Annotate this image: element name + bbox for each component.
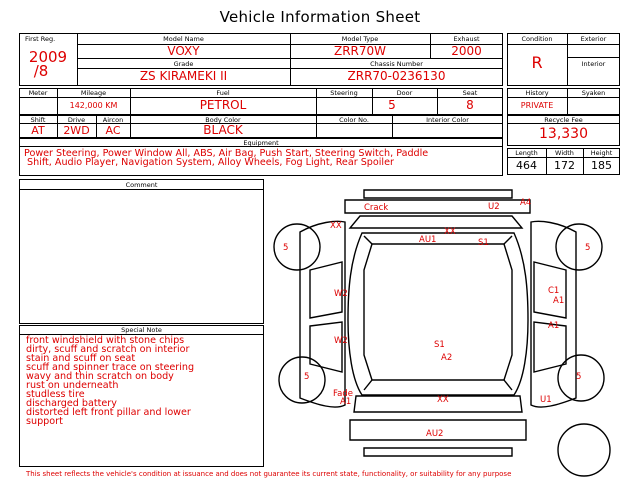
mark-a4: A4 bbox=[520, 198, 532, 208]
mark-5: 5 bbox=[283, 243, 289, 253]
height-label: Height bbox=[590, 149, 613, 157]
mark-c1: C1 bbox=[548, 286, 560, 296]
mark-5: 5 bbox=[585, 243, 591, 253]
mark-s1: S1 bbox=[434, 340, 445, 350]
body-color-value: BLACK bbox=[203, 123, 243, 137]
spare-tire bbox=[558, 424, 610, 476]
mark-au1: AU1 bbox=[419, 235, 437, 245]
mileage-label: Mileage bbox=[80, 89, 107, 97]
chassis-value: ZRR70-0236130 bbox=[347, 69, 446, 83]
mark-w2: W2 bbox=[334, 289, 348, 299]
mark-xx: XX bbox=[330, 221, 342, 231]
steering-label: Steering bbox=[330, 89, 358, 97]
height-value: 185 bbox=[591, 159, 612, 172]
length-value: 464 bbox=[516, 159, 537, 172]
door-label: Door bbox=[396, 89, 413, 97]
length-label: Length bbox=[515, 149, 538, 157]
door-value: 5 bbox=[388, 98, 396, 112]
page-title: Vehicle Information Sheet bbox=[219, 8, 421, 26]
mark-xx: XX bbox=[444, 227, 456, 237]
seat-label: Seat bbox=[462, 89, 478, 97]
model-name-value: VOXY bbox=[167, 44, 200, 58]
equipment-line-1: Power Steering, Power Window All, ABS, Air Bag, Push Start, Steering Switch, Paddle bbox=[24, 148, 429, 159]
comment-label: Comment bbox=[125, 181, 158, 189]
special-note-line: distorted left front pillar and lower bbox=[26, 407, 191, 418]
body-color-label: Body Color bbox=[205, 116, 241, 124]
mark-a1: A1 bbox=[548, 321, 560, 331]
mark-w2: W2 bbox=[334, 336, 348, 346]
mark-u2: U2 bbox=[488, 202, 500, 212]
chassis-label: Chassis Number bbox=[370, 59, 423, 68]
mark-crack: Crack bbox=[364, 203, 389, 213]
equipment-line-2: Shift, Audio Player, Navigation System, Alloy Wheels, Fog Light, Rear Spoiler bbox=[27, 157, 394, 168]
drive-value: 2WD bbox=[63, 124, 90, 137]
special-note-line: wavy and thin scratch on body bbox=[26, 371, 174, 382]
model-name-label: Model Name bbox=[163, 35, 204, 43]
first-reg-month: /8 bbox=[33, 62, 49, 80]
aircon-value: AC bbox=[105, 124, 121, 137]
mark-5: 5 bbox=[304, 372, 310, 382]
first-reg-year: 2009 bbox=[28, 48, 68, 66]
special-note-line: studless tire bbox=[26, 389, 85, 400]
special-note-line: scuff and spinner trace on steering bbox=[26, 362, 195, 373]
tire-left-rear bbox=[279, 357, 325, 403]
special-note-line: rust on underneath bbox=[26, 380, 119, 391]
exhaust-value: 2000 bbox=[451, 44, 482, 58]
width-value: 172 bbox=[554, 159, 575, 172]
mark-a2: A2 bbox=[441, 353, 453, 363]
exterior-label: Exterior bbox=[580, 35, 607, 43]
recycle-fee-value: 13,330 bbox=[539, 126, 588, 142]
equipment-label: Equipment bbox=[243, 139, 279, 147]
mark-s1: S1 bbox=[478, 238, 489, 248]
history-value: PRIVATE bbox=[520, 101, 554, 110]
mark-fade: Fade bbox=[333, 389, 353, 399]
width-label: Width bbox=[555, 149, 574, 157]
recycle-fee-label: Recycle Fee bbox=[544, 116, 583, 124]
roof bbox=[364, 244, 512, 380]
model-type-label: Model Type bbox=[341, 35, 379, 43]
windshield bbox=[350, 216, 522, 228]
special-note-line: stain and scuff on seat bbox=[26, 353, 136, 364]
mileage-value: 142,000 KM bbox=[69, 101, 118, 110]
mark-a1: A1 bbox=[340, 397, 352, 407]
right-side bbox=[531, 221, 576, 407]
disclaimer: This sheet reflects the vehicle's condition at issuance and does not guarantee its current state, functionality, or suitability for any purpose bbox=[26, 470, 512, 478]
special-note-line: discharged battery bbox=[26, 398, 117, 409]
model-type-value: ZRR70W bbox=[333, 44, 387, 58]
rear-bumper bbox=[364, 448, 512, 456]
body-outline bbox=[348, 233, 528, 395]
mark-a1: A1 bbox=[553, 296, 565, 306]
condition-label: Condition bbox=[521, 35, 553, 43]
special-note-line: support bbox=[26, 416, 63, 427]
aircon-label: Aircon bbox=[102, 116, 124, 124]
meter-label: Meter bbox=[28, 89, 48, 97]
interior-label: Interior bbox=[581, 60, 606, 68]
grade-value: ZS KIRAMEKI II bbox=[139, 69, 228, 83]
exhaust-label: Exhaust bbox=[453, 35, 480, 43]
seat-value: 8 bbox=[466, 98, 474, 112]
fuel-value: PETROL bbox=[199, 98, 247, 112]
tire-right-front bbox=[556, 224, 602, 270]
special-note-label: Special Note bbox=[121, 326, 162, 334]
syaken-label: Syaken bbox=[581, 89, 606, 97]
mark-xx: XX bbox=[437, 395, 449, 405]
special-note-line: front windshield with stone chips bbox=[26, 335, 185, 346]
drive-label: Drive bbox=[67, 116, 86, 124]
mark-5: 5 bbox=[576, 372, 582, 382]
grade-label: Grade bbox=[173, 59, 194, 68]
mark-u1: U1 bbox=[540, 395, 552, 405]
shift-value: AT bbox=[31, 124, 45, 137]
front-bumper bbox=[364, 190, 512, 198]
first-reg-label: First Reg. bbox=[25, 35, 56, 43]
color-no-label: Color No. bbox=[339, 116, 369, 124]
interior-color-label: Interior Color bbox=[426, 116, 469, 124]
tire-left-front bbox=[274, 224, 320, 270]
fuel-label: Fuel bbox=[216, 89, 230, 97]
history-label: History bbox=[525, 89, 549, 97]
condition-value: R bbox=[531, 53, 543, 72]
mark-au2: AU2 bbox=[426, 429, 444, 439]
special-note-line: dirty, scuff and scratch on interior bbox=[26, 344, 190, 355]
shift-label: Shift bbox=[30, 116, 46, 124]
